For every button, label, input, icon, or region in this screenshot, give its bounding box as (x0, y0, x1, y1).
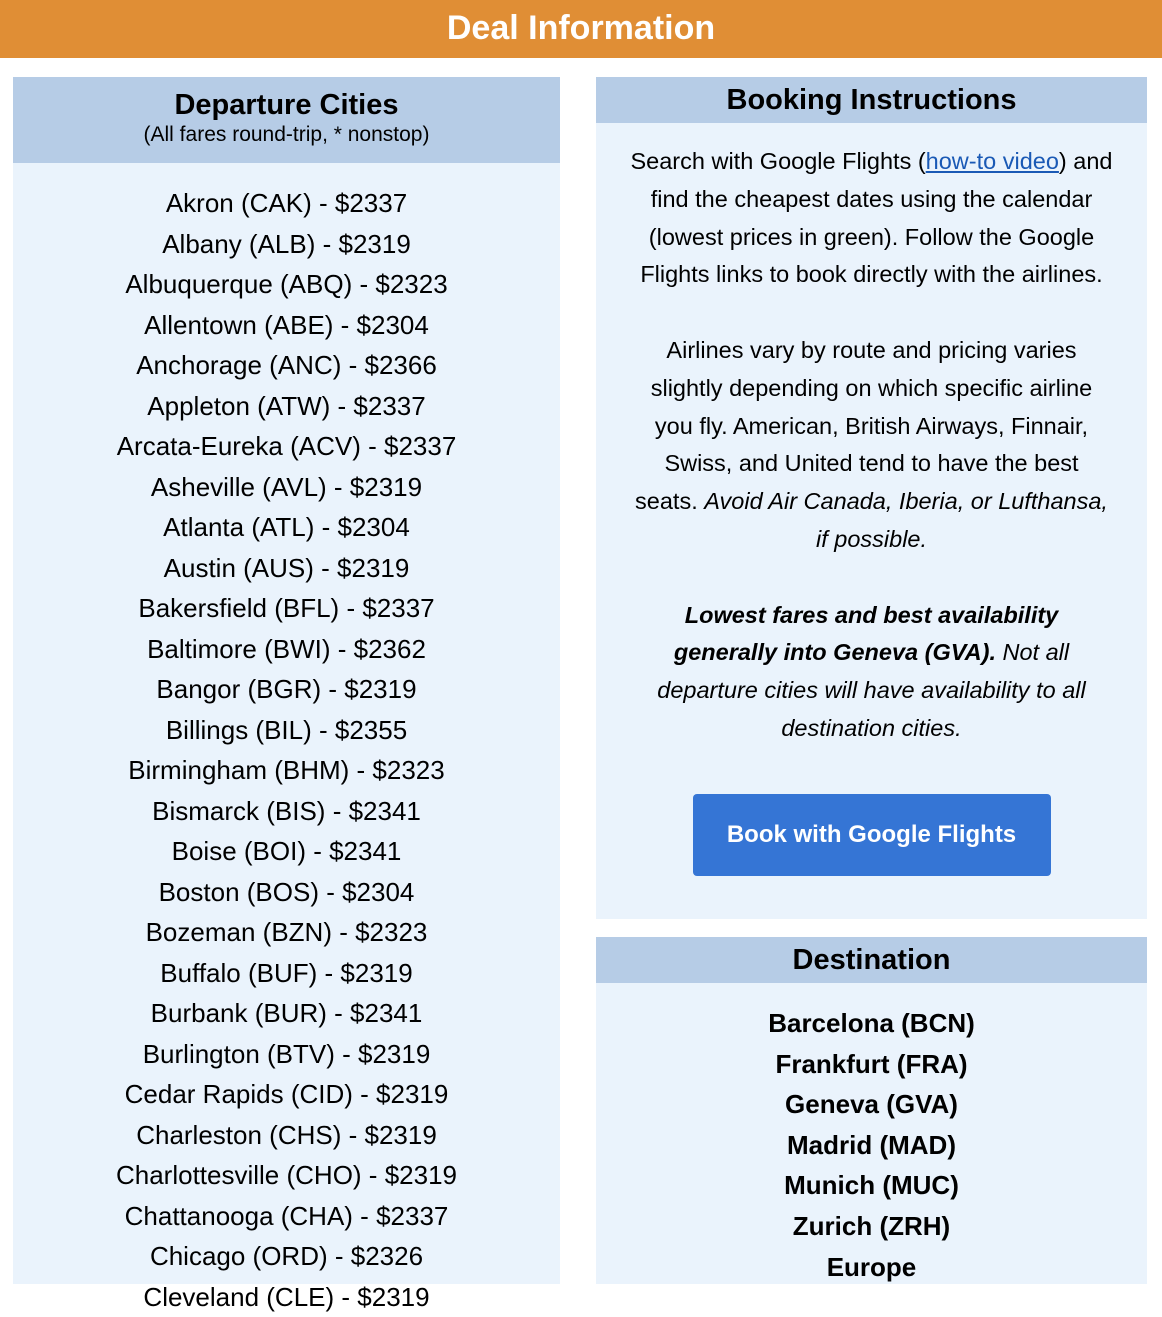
avoid-airlines-note: Avoid Air Canada, Iberia, or Lufthansa, if possible. (704, 488, 1108, 552)
booking-instructions-title: Booking Instructions (596, 77, 1147, 123)
destination-title: Destination (596, 937, 1147, 983)
departure-cities-panel (13, 77, 560, 1284)
departure-city-item: Austin (AUS) - $2319 (13, 548, 560, 589)
destination-panel (596, 937, 1147, 1284)
departure-city-item: Baltimore (BWI) - $2362 (13, 629, 560, 670)
destination-item: Frankfurt (FRA) (596, 1044, 1147, 1085)
departure-city-item: Akron (CAK) - $2337 (13, 183, 560, 224)
departure-city-item: Cedar Rapids (CID) - $2319 (13, 1074, 560, 1115)
departure-city-item: Albuquerque (ABQ) - $2323 (13, 264, 560, 305)
departure-city-item: Allentown (ABE) - $2304 (13, 305, 560, 346)
booking-instructions-header (596, 77, 1147, 123)
departure-city-item: Birmingham (BHM) - $2323 (13, 750, 560, 791)
destination-item: Barcelona (BCN) (596, 1003, 1147, 1044)
departure-city-item: Albany (ALB) - $2319 (13, 224, 560, 265)
departure-city-item: Bozeman (BZN) - $2323 (13, 912, 560, 953)
booking-instructions-panel (596, 77, 1147, 919)
departure-city-item: Billings (BIL) - $2355 (13, 710, 560, 751)
destination-list (596, 983, 1147, 1287)
departure-city-item: Chattanooga (CHA) - $2337 (13, 1196, 560, 1237)
instructions-paragraph-1 (630, 143, 1113, 294)
deal-information-banner (0, 0, 1162, 58)
departure-cities-title: Departure Cities (13, 77, 560, 121)
departure-city-item: Burlington (BTV) - $2319 (13, 1034, 560, 1075)
banner-title: Deal Information (447, 9, 715, 47)
departure-city-item: Burbank (BUR) - $2341 (13, 993, 560, 1034)
departure-city-item: Atlanta (ATL) - $2304 (13, 507, 560, 548)
instructions-text: ) and find the cheapest dates using the calendar (lowest prices in green). Follow the Google Flights links to book directly with the airlines. (640, 148, 1112, 287)
destination-item: Madrid (MAD) (596, 1125, 1147, 1166)
departure-city-item: Arcata-Eureka (ACV) - $2337 (13, 426, 560, 467)
airlines-text: Airlines vary by route and pricing varies slightly depending on which specific airline you fly. American, British Airways, Finnair, Swiss, and United tend to have the best seats. (635, 337, 1092, 514)
departure-city-item: Appleton (ATW) - $2337 (13, 386, 560, 427)
departure-city-item: Buffalo (BUF) - $2319 (13, 953, 560, 994)
availability-note: Not all departure cities will have availability to all destination cities. (657, 639, 1085, 741)
destination-item: Zurich (ZRH) (596, 1206, 1147, 1247)
booking-instructions-body (596, 123, 1147, 876)
departure-city-list (13, 163, 560, 1317)
destination-item: Munich (MUC) (596, 1165, 1147, 1206)
departure-city-item: Bismarck (BIS) - $2341 (13, 791, 560, 832)
departure-city-item: Charleston (CHS) - $2319 (13, 1115, 560, 1156)
lowest-fares-note: Lowest fares and best availability generally into Geneva (GVA). (674, 602, 1058, 666)
departure-city-item: Anchorage (ANC) - $2366 (13, 345, 560, 386)
instructions-paragraph-2 (630, 332, 1113, 559)
destination-header (596, 937, 1147, 983)
destination-item: Europe (596, 1247, 1147, 1288)
departure-city-item: Charlottesville (CHO) - $2319 (13, 1155, 560, 1196)
departure-city-item: Boston (BOS) - $2304 (13, 872, 560, 913)
departure-city-item: Bakersfield (BFL) - $2337 (13, 588, 560, 629)
departure-city-item: Bangor (BGR) - $2319 (13, 669, 560, 710)
instructions-text: Search with Google Flights ( (630, 148, 925, 174)
how-to-video-link[interactable]: how-to video (926, 148, 1059, 174)
departure-city-item: Cleveland (CLE) - $2319 (13, 1277, 560, 1317)
departure-cities-header (13, 77, 560, 163)
destination-item: Geneva (GVA) (596, 1084, 1147, 1125)
instructions-paragraph-3 (630, 597, 1113, 748)
book-with-google-flights-button[interactable]: Book with Google Flights (693, 794, 1051, 876)
departure-city-item: Boise (BOI) - $2341 (13, 831, 560, 872)
departure-city-item: Asheville (AVL) - $2319 (13, 467, 560, 508)
departure-cities-subtitle: (All fares round-trip, * nonstop) (13, 121, 560, 149)
departure-city-item: Chicago (ORD) - $2326 (13, 1236, 560, 1277)
